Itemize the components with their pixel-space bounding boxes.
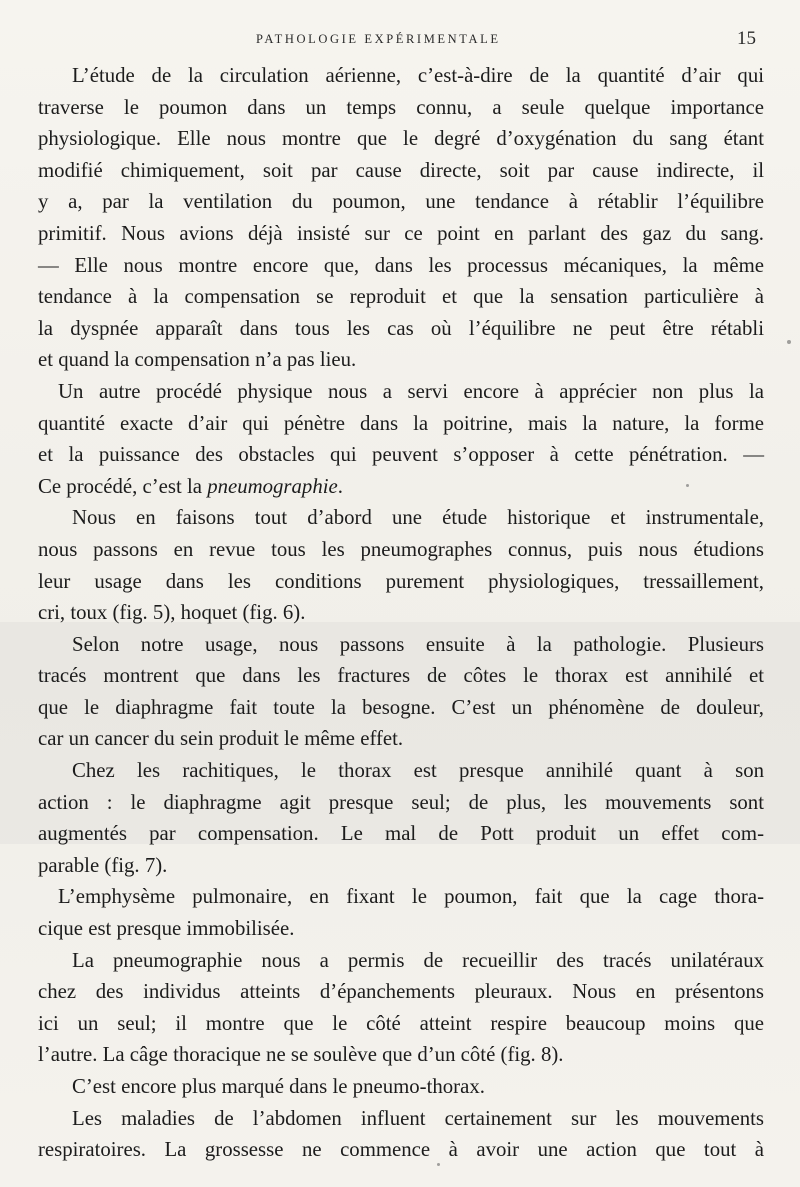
text-line: et la puissance des obstacles qui peuvent s’opposer à cette pénétration. — — [38, 443, 764, 467]
text-line: modifié chimiquement, soit par cause directe, soit par cause indirecte, il — [38, 158, 764, 182]
text-line — [38, 471, 764, 503]
paragraph — [38, 881, 764, 944]
page-number: 15 — [737, 28, 756, 49]
text-line: augmentés par compensation. Le mal de Pott produit un effet com- — [38, 822, 764, 846]
text-line: Nous en faisons tout d’abord une étude historique et instrumentale, — [72, 506, 764, 530]
text-line: Les maladies de l’abdomen influent certainement sur les mouvements — [72, 1106, 764, 1130]
text-line: tracés montrent que dans les fractures de côtes le thorax est annihilé et — [38, 664, 764, 688]
text-line: primitif. Nous avions déjà insisté sur ce point en parlant des gaz du sang. — [38, 221, 764, 245]
text-line: — Elle nous montre encore que, dans les processus mécaniques, la même — [38, 253, 764, 277]
text-line: l’autre. La câge thoracique ne se soulève que d’un côté (fig. 8). — [38, 1043, 564, 1067]
text-line: Chez les rachitiques, le thorax est presque annihilé quant à son — [72, 759, 764, 783]
running-head: PATHOLOGIE EXPÉRIMENTALE — [256, 32, 501, 46]
text-line: Un autre procédé physique nous a servi encore à apprécier non plus la — [58, 379, 764, 403]
paragraph — [38, 502, 764, 628]
text-line: respiratoires. La grossesse ne commence à avoir une action que tout à — [38, 1138, 764, 1162]
paragraph — [38, 755, 764, 881]
text-line: nous passons en revue tous les pneumographes connus, puis nous étudions — [38, 537, 764, 561]
text-line: leur usage dans les conditions purement physiologiques, tressaillement, — [38, 569, 764, 593]
text-fragment: Ce procédé, c’est la — [38, 474, 208, 498]
paragraph — [38, 1071, 764, 1103]
text-line: Selon notre usage, nous passons ensuite à la pathologie. Plusieurs — [72, 632, 764, 656]
paper-speck — [787, 340, 791, 344]
text-line: traverse le poumon dans un temps connu, a seule quelque importance — [38, 95, 764, 119]
paper-speck — [437, 1163, 440, 1166]
text-line: physiologique. Elle nous montre que le degré d’oxygénation du sang étant — [38, 127, 764, 151]
text-line: et quand la compensation n’a pas lieu. — [38, 348, 357, 372]
text-line: car un cancer du sein produit le même effet. — [38, 727, 404, 751]
text-line: L’étude de la circulation aérienne, c’est-à-dire de la quantité d’air qui — [72, 64, 764, 87]
text-line: tendance à la compensation se reproduit et que la sensation particulière à — [38, 285, 764, 309]
paragraph — [38, 60, 764, 376]
text-line: cri, toux (fig. 5), hoquet (fig. 6). — [38, 601, 306, 625]
text-line: action : le diaphragme agit presque seul; de plus, les mouvements sont — [38, 790, 764, 814]
text-line: chez des individus atteints d’épanchements pleuraux. Nous en présentons — [38, 980, 764, 1004]
paragraph — [38, 629, 764, 755]
text-line: quantité exacte d’air qui pénètre dans la poitrine, mais la nature, la forme — [38, 411, 764, 435]
text-line: C’est encore plus marqué dans le pneumo-thorax. — [72, 1075, 485, 1098]
text-line: que le diaphragme fait toute la besogne. C’est un phénomène de douleur, — [38, 695, 764, 719]
body-text — [38, 60, 764, 1166]
text-line: parable (fig. 7). — [38, 853, 168, 877]
text-line: ici un seul; il montre que le côté atteint respire beaucoup moins que — [38, 1011, 764, 1035]
text-line: y a, par la ventilation du poumon, une tendance à rétablir l’équilibre — [38, 190, 764, 214]
text-line: L’emphysème pulmonaire, en fixant le poumon, fait que la cage thora- — [58, 885, 764, 909]
page-header — [0, 28, 800, 52]
text-line: La pneumographie nous a permis de recueillir des tracés unilatéraux — [72, 948, 764, 972]
text-line: cique est presque immobilisée. — [38, 917, 295, 941]
paragraph — [38, 376, 764, 502]
paper-speck — [686, 484, 689, 487]
paragraph — [38, 945, 764, 1071]
text-line: la dyspnée apparaît dans tous les cas où l’équilibre ne peut être rétabli — [38, 316, 764, 340]
paragraph — [38, 1103, 764, 1166]
text-fragment: . — [337, 474, 343, 498]
emphasized-term: pneumographie — [207, 474, 338, 498]
